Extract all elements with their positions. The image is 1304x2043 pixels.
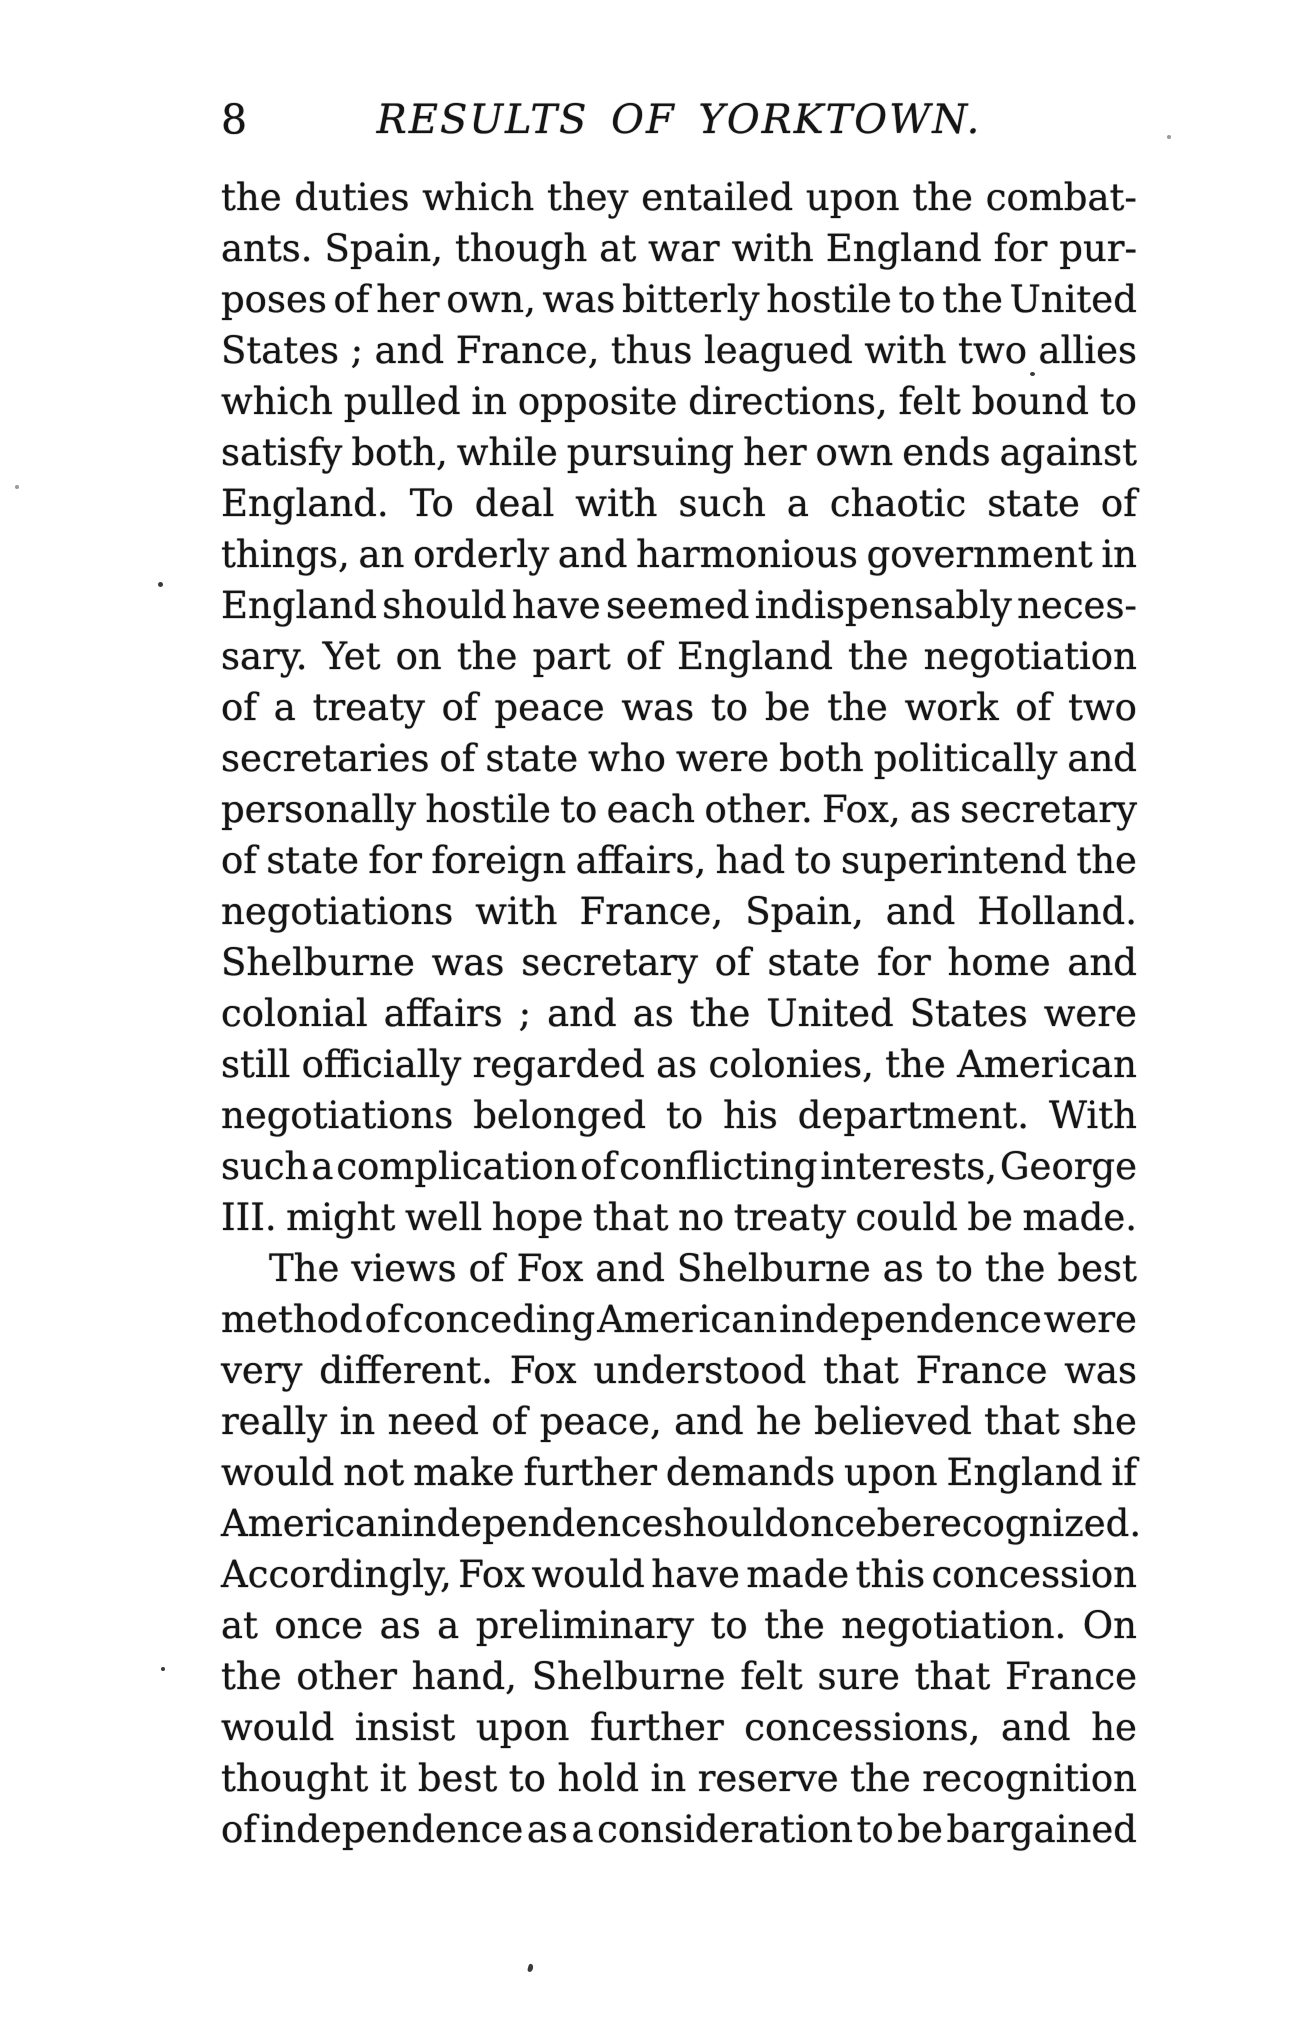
- text-line: negotiations belonged to his department. With: [221, 1094, 1137, 1137]
- text-line-paragraph-start: The views of Fox and Shelburne as to the best: [269, 1247, 1137, 1290]
- text-line: England should have seemed indispensably neces-: [221, 584, 1137, 627]
- text-line: American independence should once be recognized.: [221, 1502, 1142, 1545]
- text-line: at once as a preliminary to the negotiation. On: [221, 1604, 1137, 1647]
- text-line: of independence as a consideration to be bargained: [221, 1808, 1137, 1851]
- text-line: things, an orderly and harmonious government in: [221, 533, 1137, 576]
- text-line: method of conceding American independence were: [221, 1298, 1137, 1341]
- page-number: 8: [221, 96, 248, 144]
- text-line: still officially regarded as colonies, the American: [221, 1043, 1137, 1086]
- text-line: III. might well hope that no treaty could be made.: [221, 1196, 1137, 1239]
- text-line: ants. Spain, though at war with England for pur-: [221, 227, 1137, 270]
- scan-speck: [1030, 372, 1035, 376]
- text-line: really in need of peace, and he believed that she: [221, 1400, 1137, 1443]
- text-line: secretaries of state who were both politically and: [221, 737, 1137, 780]
- text-line: which pulled in opposite directions, felt bound to: [221, 380, 1137, 423]
- text-line: personally hostile to each other. Fox, as secretary: [221, 788, 1137, 831]
- text-line: England. To deal with such a chaotic state of: [221, 482, 1137, 525]
- text-line: would insist upon further concessions, and he: [221, 1706, 1137, 1749]
- scan-speck: [527, 1963, 534, 1972]
- text-line: poses of her own, was bitterly hostile to the United: [221, 278, 1137, 321]
- scan-speck: [1167, 135, 1171, 139]
- text-line: the duties which they entailed upon the combat-: [221, 176, 1137, 219]
- text-line: satisfy both, while pursuing her own ends against: [221, 431, 1137, 474]
- text-line: such a complication of conflicting interests, George: [221, 1145, 1137, 1188]
- text-line: very different. Fox understood that France was: [221, 1349, 1137, 1392]
- text-line: Shelburne was secretary of state for home and: [221, 941, 1137, 984]
- text-line: of state for foreign affairs, had to superintend the: [221, 839, 1137, 882]
- scan-speck: [15, 485, 19, 489]
- text-line: States ; and France, thus leagued with two allies: [221, 329, 1137, 372]
- text-line: would not make further demands upon England if: [221, 1451, 1137, 1494]
- scan-speck: [158, 582, 163, 587]
- scan-speck: [161, 1667, 165, 1671]
- text-line: sary. Yet on the part of England the negotiation: [221, 635, 1137, 678]
- body-text-block: [221, 172, 1142, 1855]
- text-line: of a treaty of peace was to be the work of two: [221, 686, 1137, 729]
- text-line: the other hand, Shelburne felt sure that France: [221, 1655, 1137, 1698]
- text-line: thought it best to hold in reserve the recognition: [221, 1757, 1137, 1800]
- text-line: Accordingly, Fox would have made this concession: [221, 1553, 1137, 1596]
- text-line: negotiations with France, Spain, and Holland.: [221, 890, 1137, 933]
- running-title: RESULTS OF YORKTOWN.: [376, 97, 982, 143]
- text-line: colonial affairs ; and as the United States were: [221, 992, 1137, 1035]
- running-header: [221, 98, 1137, 146]
